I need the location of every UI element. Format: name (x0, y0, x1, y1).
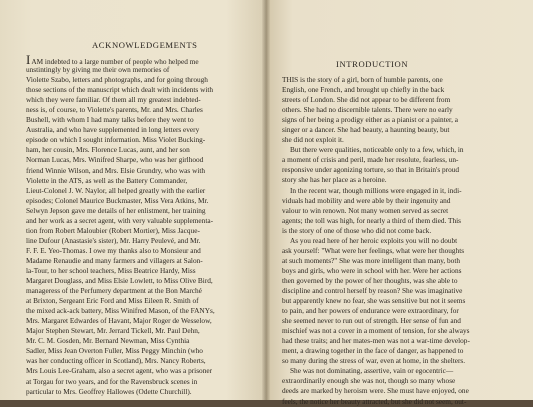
text-line: Australia, and who have supplemented in long letters every (26, 125, 200, 135)
text-line: Madame Renaudie and many farmers and villagers at Salon- (26, 255, 203, 265)
text-line: was her conducting officer in Scotland), Mrs. Nancy Roberts, (26, 356, 206, 366)
text-line: In the recent war, though millions were engaged in it, indi- (290, 185, 462, 195)
text-line: ment, a drawing together in the face of danger, as happened to (282, 346, 464, 356)
text-line: streets of London. She did not appear to be different from (282, 95, 451, 105)
text-line: friend Winnie Wilson, and Mrs. Elsie Grundry, who was with (26, 165, 206, 175)
text-line: Mr. C. M. Gosden, Mr. Bernard Newman, Miss Cynthia (26, 336, 190, 346)
text-line: at such moments?" She was more intelligent than many, both (282, 255, 461, 265)
text-line-content: AM indebted to a large number of people who helped me (31, 57, 199, 66)
text-line: Margaret Douglass, and Miss Elsie Lowlett, to Miss Olive Bird, (26, 276, 213, 286)
left-page (0, 0, 266, 400)
text-line: tion from Robert Maloubier (Robert Mortier), Miss Jacque- (26, 225, 200, 235)
text-line: then governed by the power of her thoughts, was she able to (282, 275, 458, 285)
text-line: so many during the stress of war, even at home, in the shelters. (282, 356, 466, 366)
text-line: agents; the toll was high, for nearly a third of them died. This (282, 215, 462, 225)
text-line: feels, the notice her beauty attracted, but she did not seem, out- (282, 396, 467, 406)
opening-word: THIS (282, 75, 299, 84)
text-line: Bushell, with whom I had many talks before they went to (26, 115, 194, 125)
text-line: deeds are marked by heroism were. She must have enjoyed, one (282, 386, 469, 396)
text-line: ask yourself: "What were her feelings, what were her thoughts (282, 245, 465, 255)
text-line: responsive under agonizing torture, so that in Britain's proud (282, 165, 460, 175)
text-line: mischief was not a cover in a moment of tension, for she always (282, 326, 470, 336)
text-line: those sections of the manuscript which dealt with incidents with (26, 85, 214, 95)
text-line: F. F. E. Yeo-Thomas. I owe my thanks also to Monsieur and (26, 245, 201, 255)
text-line: at Brixton, Sergeant Eric Ford and Miss Eileen R. Smith of (26, 296, 199, 306)
text-line: at Torgau for two years, and for the Ravensbruck scenes in (26, 376, 198, 386)
text-line: But there were qualities, noticeable only to a few, which, in (290, 145, 464, 155)
acknowledgements-text (26, 52, 258, 397)
text-line-content: is the story of a girl, born of humble parents, one (298, 75, 443, 84)
text-line: la-Tour, to her school teachers, Miss Beatrice Hardy, Miss (26, 265, 196, 275)
text-line (282, 75, 522, 85)
text-line: discipline and control herself by reason? She was imaginative (282, 285, 463, 295)
text-line: ness is, of course, to Violette's parents, Mr. and Mrs. Charles (26, 105, 203, 115)
introduction-text (282, 75, 522, 407)
text-line: Sadler, Miss Jean Overton Fuller, Miss Peggy Minchin (who (26, 346, 203, 356)
text-line: viduals had mobility and were able by their ingenuity and (282, 195, 451, 205)
book-gutter (262, 0, 270, 400)
text-line: She was not dominating, assertive, vain or egocentric— (290, 366, 454, 376)
text-line: Violette Szabo, letters and photographs, and for going through (26, 75, 208, 85)
text-line: line Dufour (Anastasie's sister), Mr. Harry Peulevé, and Mr. (26, 235, 201, 245)
text-line: had these traits; and her mates-men was not a war-time develop- (282, 336, 470, 346)
text-line: episode on which I sought information. Miss Violet Bucking- (26, 135, 206, 145)
text-line: ham, her cousin, Mrs. Florence Lucas, aunt, and her son (26, 145, 190, 155)
text-line: and her work as a secret agent, with very valuable supplementa- (26, 215, 214, 225)
text-line: others. She had no discernible talents. There were no early (282, 105, 453, 115)
text-line: story she has her place as a heroine. (282, 175, 387, 185)
text-line: As you read here of her heroic exploits you will no doubt (290, 235, 458, 245)
text-line: Lieut-Colonel J. W. Naylor, all helped greatly with the earlier (26, 185, 206, 195)
text-line: signs of her being a prodigy either as a pianist or a painter, a (282, 115, 458, 125)
text-line: Selwyn Jepson gave me details of her enlistment, her training (26, 205, 206, 215)
page-heading-introduction: INTRODUCTION (336, 59, 409, 69)
text-line: Norman Lucas, Mrs. Winifred Sharpe, who was her girlhood (26, 155, 204, 165)
text-line: manageress of the Perfumery department at the Bon Marché (26, 286, 202, 296)
text-line: Violette in the ATS, as well as the Battery Commander, (26, 175, 188, 185)
text-line: particular to Mrs. Geoffrey Hallowes (Odette Churchill). (26, 386, 192, 396)
right-page (266, 0, 533, 406)
text-line: which they were familiar. Of them all my greatest indebted- (26, 95, 201, 105)
text-line: is the story of one of those who did not come back. (282, 225, 432, 235)
text-line: a moment of crisis and peril, made her resolute, fearless, un- (282, 155, 459, 165)
text-line: Mrs. Margaret Edwardes of Havant, Major Roger de Wesselow, (26, 316, 212, 326)
text-line: singer or a dancer. She had beauty, a haunting beauty, but (282, 125, 450, 135)
text-line: to pain, and her powers of endurance were extraordinary, for (282, 306, 459, 316)
text-line: but apparently knew no fear, she was sensitive but not it seems (282, 296, 466, 306)
text-line: extraordinarily enough she was not, though so many whose (282, 376, 456, 386)
text-line (26, 52, 258, 67)
text-line: valour to win renown. Not many women served as secret (282, 205, 449, 215)
text-line: the mixed ack-ack battery, Miss Winifred Mason, of the FANYs, (26, 306, 215, 316)
text-line: English, one French, and brought up chiefly in the back (282, 85, 445, 95)
text-line: she did not exploit it. (282, 135, 344, 145)
text-line: unstintingly by giving me their own memories of (26, 65, 170, 75)
text-line: boys and girls, who were in school with her. Were her actions (282, 265, 462, 275)
text-line: she seemed never to run out of strength. Her sense of fun and (282, 316, 461, 326)
text-line: Major Stephen Stewart, Mr. Jerrard Tickell, Mr. Paul Dehn, (26, 326, 200, 336)
text-line: episodes; Colonel Maurice Buckmaster, Miss Vera Atkins, Mr. (26, 195, 209, 205)
text-line: Mrs Louis Lee-Graham, also a secret agent, who was a prisoner (26, 366, 213, 376)
drop-cap: I (26, 52, 31, 67)
page-heading-acknowledgements: ACKNOWLEDGEMENTS (92, 40, 198, 50)
